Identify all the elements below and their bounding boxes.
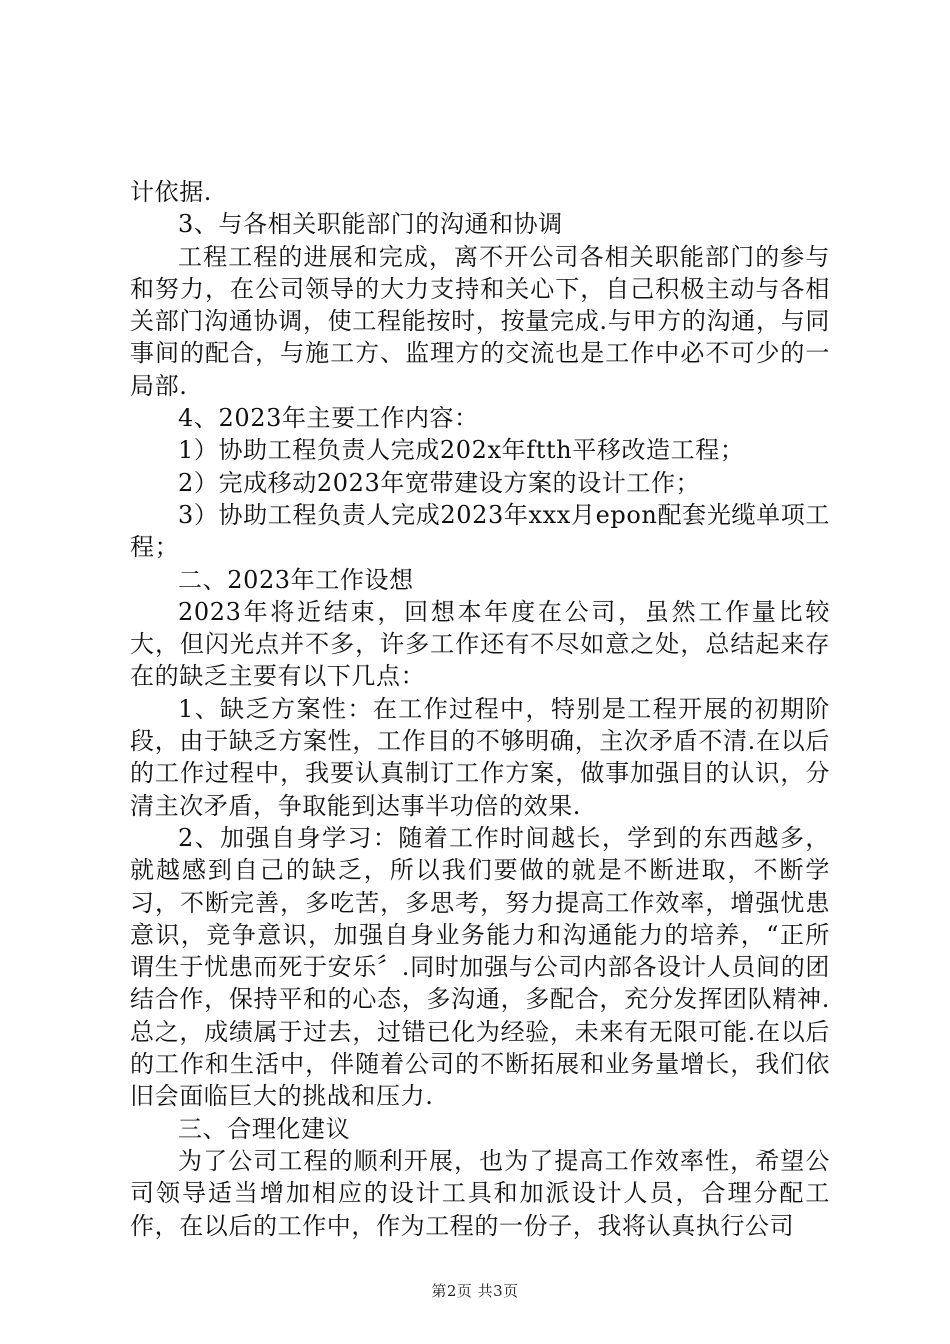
section-heading-suggestions: 三、合理化建议 — [178, 1114, 351, 1143]
paragraph-continuation: 计依据. — [130, 178, 213, 206]
list-item-2: 2）完成移动2023年宽带建设方案的设计工作； — [178, 468, 701, 497]
heading-main-work: 4、2023年主要工作内容： — [178, 404, 479, 433]
document-body — [130, 176, 830, 1242]
paragraph-suggestions: 为了公司工程的顺利开展，也为了提高工作效率性，希望公司领导适当增加相应的设计工具和加派设计人员，合理分配工作，在以后的工作中，作为工程的一份子，我将认真执行公司 — [130, 1146, 830, 1240]
paragraph-communication: 工程工程的进展和完成，离不开公司各相关职能部门的参与和努力，在公司领导的大力支持和关心下，自己积极主动与各相关部门沟通协调，使工程能按时，按量完成.与甲方的沟通，与同事间的配合，与施工方、监理方的交流也是工作中必不可少的一局部. — [130, 242, 830, 400]
section-heading-plans: 二、2023年工作设想 — [178, 565, 414, 594]
paragraph-shortcoming-1: 1、缺乏方案性：在工作过程中，特别是工程开展的初期阶段，由于缺乏方案性，工作目的不够明确，主次矛盾不清.在以后的工作过程中，我要认真制订工作方案，做事加强目的认识，分清主次矛盾，争取能到达事半功倍的效果. — [130, 694, 830, 820]
list-item-1: 1）协助工程负责人完成202x年ftth平移改造工程； — [178, 436, 745, 465]
heading-communication: 3、与各相关职能部门的沟通和协调 — [178, 210, 563, 239]
paragraph-review: 2023年将近结束，回想本年度在公司，虽然工作量比较大，但闪光点并不多，许多工作还有不尽如意之处，总结起来存在的缺乏主要有以下几点： — [130, 597, 830, 691]
page-number-footer: 第2页 共3页 — [431, 1282, 519, 1300]
paragraph-shortcoming-2: 2、加强自身学习：随着工作时间越长，学到的东西越多，就越感到自己的缺乏，所以我们要做的就是不断进取，不断学习，不断完善，多吃苦，多思考，努力提高工作效率，增强忧患意识，竞争意识，加强自身业务能力和沟通能力的培养，“正所谓生于忧患而死于安乐〞.同时加强与公司内部各设计人员间的团结合作，保持平和的心态，多沟通，多配合，充分发挥团队精神.总之，成绩属于过去，过错已化为经验，未来有无限可能.在以后的工作和生活中，伴随着公司的不断拓展和业务量增长，我们依旧会面临巨大的挑战和压力. — [130, 823, 830, 1111]
list-item-3: 3）协助工程负责人完成2023年xxx月epon配套光缆单项工程； — [130, 500, 830, 562]
